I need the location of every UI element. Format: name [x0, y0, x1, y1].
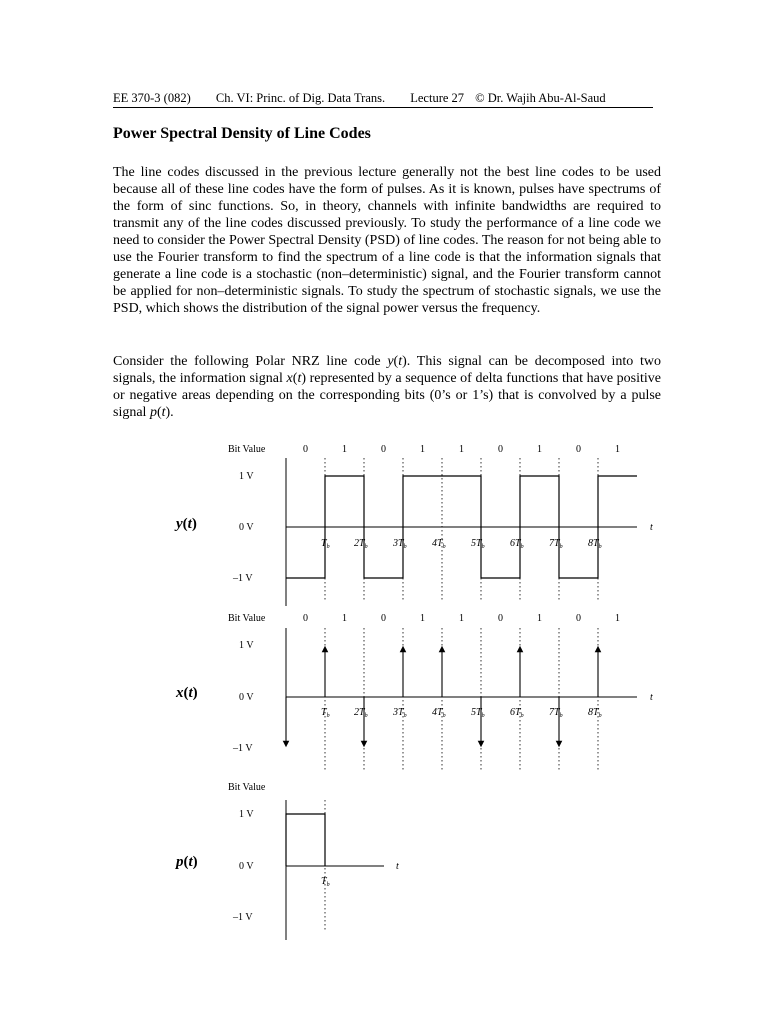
x-tick-4 [432, 707, 446, 719]
x-bit-value-label: Bit Value [228, 613, 266, 624]
x-tick-1-sub: b [326, 713, 330, 719]
p-level-pos: 1 V [239, 809, 254, 820]
x-tick-2-sub: b [364, 713, 368, 719]
x-tick-3-main: 3T [393, 707, 404, 718]
y-tick-6-sub: b [520, 544, 524, 550]
p2-var-y: y [387, 354, 394, 369]
y-tick-7 [549, 538, 563, 550]
x-level-zero: 0 V [239, 692, 254, 703]
y-tick-4 [432, 538, 446, 550]
p2-var-t3: t [161, 405, 166, 420]
p-time-label: t [396, 861, 399, 872]
signal-label-p-part-0: p [176, 854, 184, 870]
x-bit-0: 0 [303, 613, 308, 624]
y-tick-5 [471, 538, 485, 550]
signal-label-x-part-0: x [176, 685, 184, 701]
y-tick-8-sub: b [598, 544, 602, 550]
signal-label-y-part-1: ( [182, 516, 188, 532]
x-tick-3-sub: b [403, 713, 407, 719]
p2-text-2: ( [393, 354, 399, 369]
p2-text-7: ). [165, 405, 174, 420]
y-tick-2 [354, 538, 368, 550]
header-course: EE 370-3 (082) [113, 91, 191, 105]
x-bit-7: 0 [576, 613, 581, 624]
x-tick-4-sub: b [442, 713, 446, 719]
x-tick-6-main: 6T [510, 707, 521, 718]
x-tick-1 [321, 707, 330, 719]
y-tick-6 [510, 538, 524, 550]
x-tick-5-main: 5T [471, 707, 482, 718]
p2-text-3: ). This signal can be decomposed into two signals, the information signal [113, 354, 661, 386]
x-bit-6: 1 [537, 613, 542, 624]
signal-label-p-part-1: ( [183, 854, 189, 870]
y-time-label: t [650, 522, 653, 533]
p2-text-6: ( [156, 405, 162, 420]
header-chapter: Ch. VI: Princ. of Dig. Data Trans. [215, 91, 386, 105]
header-author: © Dr. Wajih Abu-Al-Saud [475, 91, 606, 105]
signal-label-x-part-2: t [188, 685, 193, 701]
y-tick-3-main: 3T [393, 538, 404, 549]
x-time-label: t [650, 692, 653, 703]
y-tick-1-main: T [321, 538, 327, 549]
y-tick-6-main: 6T [510, 538, 521, 549]
signal-label-y-part-2: t [187, 516, 192, 532]
y-level-pos: 1 V [239, 471, 254, 482]
intro-paragraph: The line codes discussed in the previous lecture generally not the best line codes to be used because all of these line codes have the form of pulses. As it is known, pulses have spectrums of the form of sinc functions. So, in theory, channels with infinite bandwidths are required to transmit any of the line codes discussed previously. To study the performance of a line code we need to consider the Power Spectral Density (PSD) of line codes. The reason for not being able to use the Fourier transform to find the spectrum of a line code is that the information signals that generate a line code is a stochastic (non–deterministic) signal, and the Fourier transform cannot be applied for non–deterministic signals. To study the spectrum of stochastic signals, we use the PSD, which shows the distribution of the signal power versus the frequency. [113, 165, 661, 316]
p2-var-t2: t [297, 371, 302, 386]
x-level-pos: 1 V [239, 640, 254, 651]
x-tick-7-sub: b [559, 713, 563, 719]
signal-label-x [175, 685, 198, 701]
p2-var-p: p [149, 405, 157, 420]
p-tick-1 [321, 876, 330, 888]
y-bit-7: 0 [576, 444, 581, 455]
x-tick-6-sub: b [520, 713, 524, 719]
y-tick-1 [321, 538, 330, 550]
x-tick-1-main: T [321, 707, 327, 718]
p-level-zero: 0 V [239, 861, 254, 872]
y-bit-4: 1 [459, 444, 464, 455]
p2-text-4: ( [292, 371, 298, 386]
x-bit-8: 1 [615, 613, 620, 624]
y-tick-8-main: 8T [588, 538, 599, 549]
y-bit-0: 0 [303, 444, 308, 455]
x-tick-5-sub: b [481, 713, 485, 719]
y-bit-8: 1 [615, 444, 620, 455]
x-bit-4: 1 [459, 613, 464, 624]
y-bit-1: 1 [342, 444, 347, 455]
x-tick-2 [354, 707, 368, 719]
p-tick-1-main: T [321, 876, 327, 887]
y-bit-6: 1 [537, 444, 542, 455]
p2-text-5: ) represented by a sequence of delta functions that have positive or negative areas depending on the corresponding bits (0’s or 1’s) that is convolved by a pulse signal [113, 371, 662, 420]
x-bit-5: 0 [498, 613, 503, 624]
y-tick-4-main: 4T [432, 538, 443, 549]
x-tick-8-main: 8T [588, 707, 599, 718]
y-tick-8 [588, 538, 602, 550]
x-tick-5 [471, 707, 485, 719]
x-tick-8 [588, 707, 602, 719]
x-tick-6 [510, 707, 524, 719]
y-level-neg: –1 V [233, 573, 253, 584]
x-tick-2-main: 2T [354, 707, 365, 718]
x-bit-2: 0 [381, 613, 386, 624]
y-tick-3 [392, 538, 407, 550]
x-bit-1: 1 [342, 613, 347, 624]
y-tick-5-main: 5T [471, 538, 482, 549]
x-tick-7-main: 7T [549, 707, 560, 718]
y-tick-2-sub: b [364, 544, 368, 550]
p-tick-1-sub: b [326, 882, 330, 888]
p-level-neg: –1 V [233, 912, 253, 923]
x-tick-8-sub: b [598, 713, 602, 719]
header-lecture: Lecture 27 [410, 91, 465, 105]
section-title: Power Spectral Density of Line Codes [113, 125, 371, 142]
signal-label-y-part-0: y [176, 516, 183, 532]
p2-var-x: x [286, 371, 293, 386]
y-bit-3: 1 [420, 444, 425, 455]
y-tick-1-sub: b [326, 544, 330, 550]
y-bit-value-label: Bit Value [228, 444, 266, 455]
y-tick-7-sub: b [559, 544, 563, 550]
y-bit-2: 0 [381, 444, 386, 455]
x-bit-3: 1 [420, 613, 425, 624]
x-level-neg: –1 V [233, 743, 253, 754]
y-tick-4-sub: b [442, 544, 446, 550]
signal-label-x-part-3: ) [192, 685, 198, 701]
y-tick-3-sub: b [403, 544, 407, 550]
y-tick-5-sub: b [481, 544, 485, 550]
signal-label-p [174, 854, 198, 870]
signal-label-x-part-1: ( [183, 685, 189, 701]
y-bit-5: 0 [498, 444, 503, 455]
p2-text-1: Consider the following Polar NRZ line code [113, 354, 388, 369]
y-tick-7-main: 7T [549, 538, 560, 549]
x-tick-4-main: 4T [432, 707, 443, 718]
y-tick-2-main: 2T [354, 538, 365, 549]
x-tick-7 [549, 707, 563, 719]
signal-label-p-part-3: ) [192, 854, 198, 870]
p-bit-value-label: Bit Value [228, 782, 266, 793]
signal-label-y-part-3: ) [191, 516, 197, 532]
x-tick-3 [392, 707, 407, 719]
p-pulse [286, 814, 325, 866]
signal-label-y [174, 516, 197, 532]
y-level-zero: 0 V [239, 522, 254, 533]
p2-var-t1: t [398, 354, 403, 369]
signal-label-p-part-2: t [188, 854, 193, 870]
